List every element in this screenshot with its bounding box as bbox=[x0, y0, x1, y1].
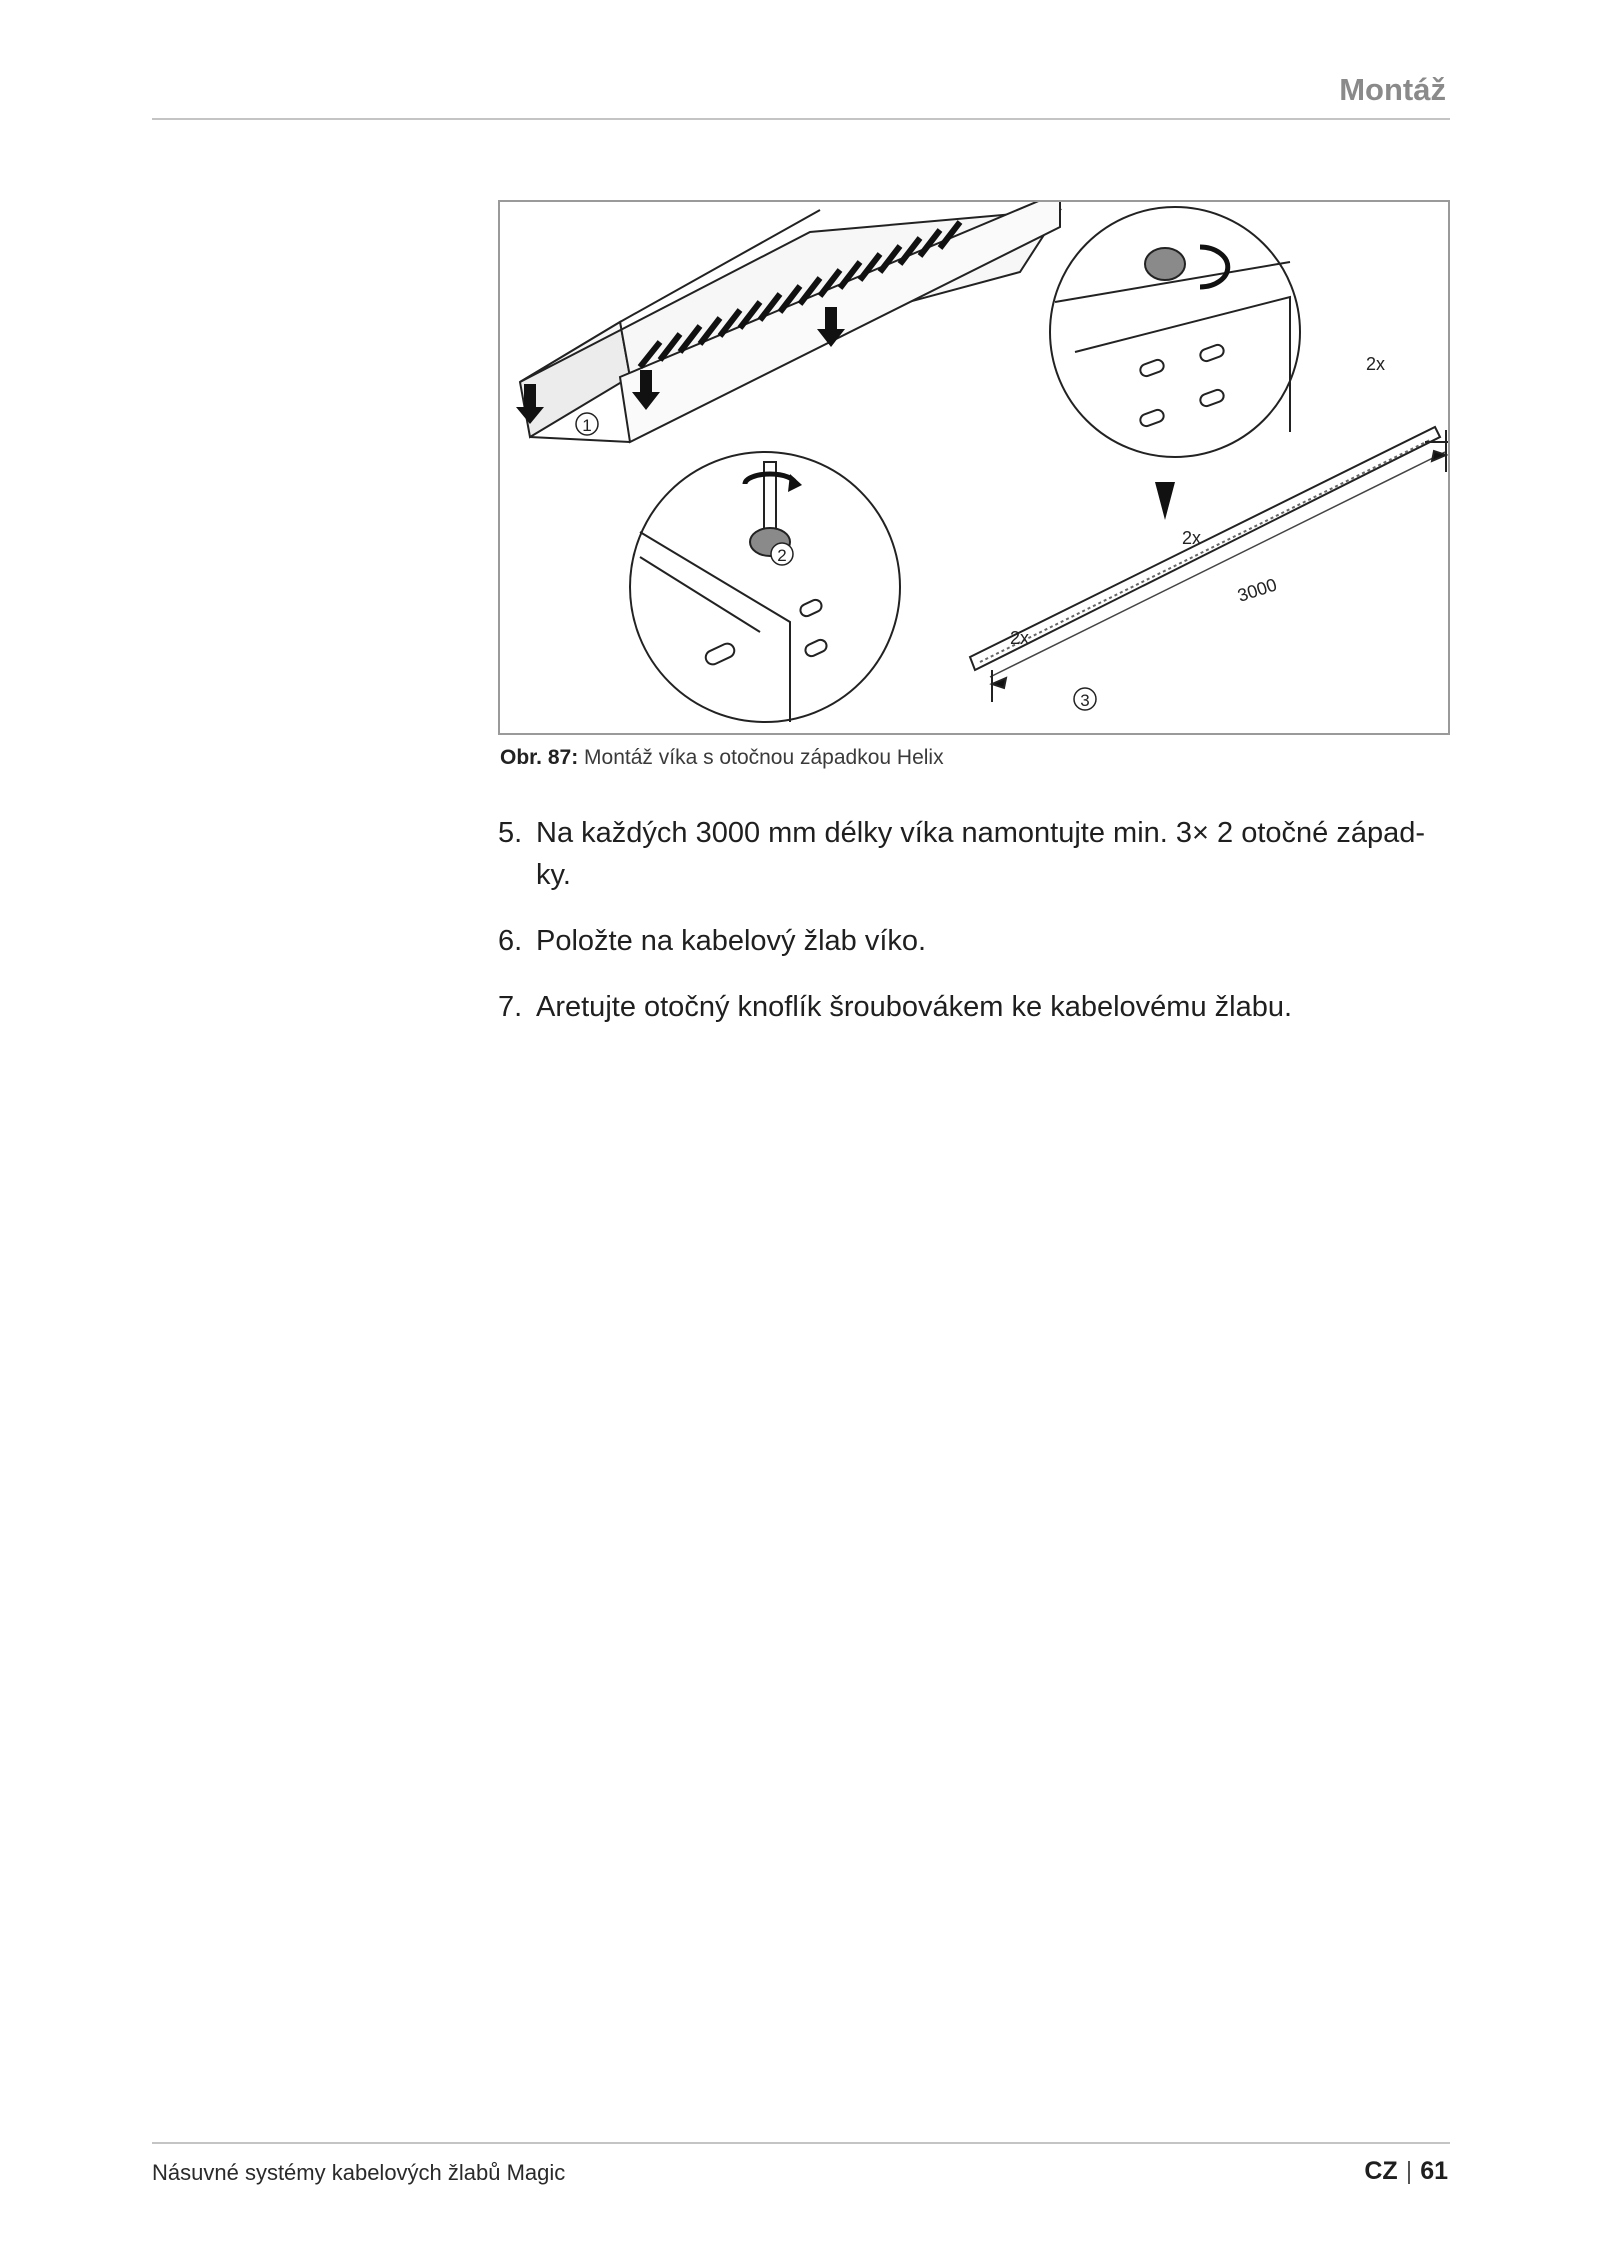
cable-tray-drawing bbox=[520, 202, 1060, 442]
assembly-illustration bbox=[500, 202, 1450, 735]
caption-text: Montáž víka s otočnou západkou Helix bbox=[584, 746, 944, 769]
count-label: 2x bbox=[1366, 354, 1386, 374]
assembly-figure bbox=[498, 200, 1450, 735]
step-item bbox=[498, 812, 1458, 896]
callout-step3: 3 bbox=[1080, 691, 1090, 710]
step-number: 7. bbox=[498, 991, 523, 1023]
caption-label: Obr. 87: bbox=[500, 746, 579, 769]
footer-doc-title: Násuvné systémy kabelových žlabů Magic bbox=[152, 2160, 566, 2185]
figure-caption bbox=[500, 746, 944, 770]
detail-circle-latch bbox=[1050, 207, 1300, 457]
footer-divider bbox=[152, 2142, 1450, 2144]
step-number: 6. bbox=[498, 925, 523, 957]
step-text: Na každých 3000 mm délky víka namontujte min. 3× 2 otočné západ-ky. bbox=[536, 817, 1426, 891]
callout-step1: 1 bbox=[582, 416, 592, 435]
detail-circle-screwdriver bbox=[630, 452, 900, 722]
step-item bbox=[498, 986, 1458, 1028]
section-title: Montáž bbox=[1339, 72, 1446, 107]
footer-page-info: CZ | 61 bbox=[1364, 2157, 1448, 2185]
page-number: 61 bbox=[1420, 2157, 1448, 2185]
step-number: 5. bbox=[498, 817, 523, 849]
lid-drawing bbox=[970, 427, 1448, 702]
header-divider bbox=[152, 118, 1450, 120]
callout-step2: 2 bbox=[777, 546, 787, 565]
footer-lang: CZ bbox=[1364, 2157, 1398, 2185]
instruction-steps bbox=[498, 812, 1458, 1052]
pointer-arrow-icon bbox=[1155, 482, 1175, 520]
count-label: 2x bbox=[1010, 628, 1030, 648]
count-label: 2x bbox=[1182, 528, 1202, 548]
step-text: Aretujte otočný knoflík šroubovákem ke kabelovému žlabu. bbox=[536, 991, 1293, 1023]
step-text: Položte na kabelový žlab víko. bbox=[536, 925, 927, 957]
length-label: 3000 bbox=[1235, 574, 1280, 606]
step-item bbox=[498, 920, 1458, 962]
